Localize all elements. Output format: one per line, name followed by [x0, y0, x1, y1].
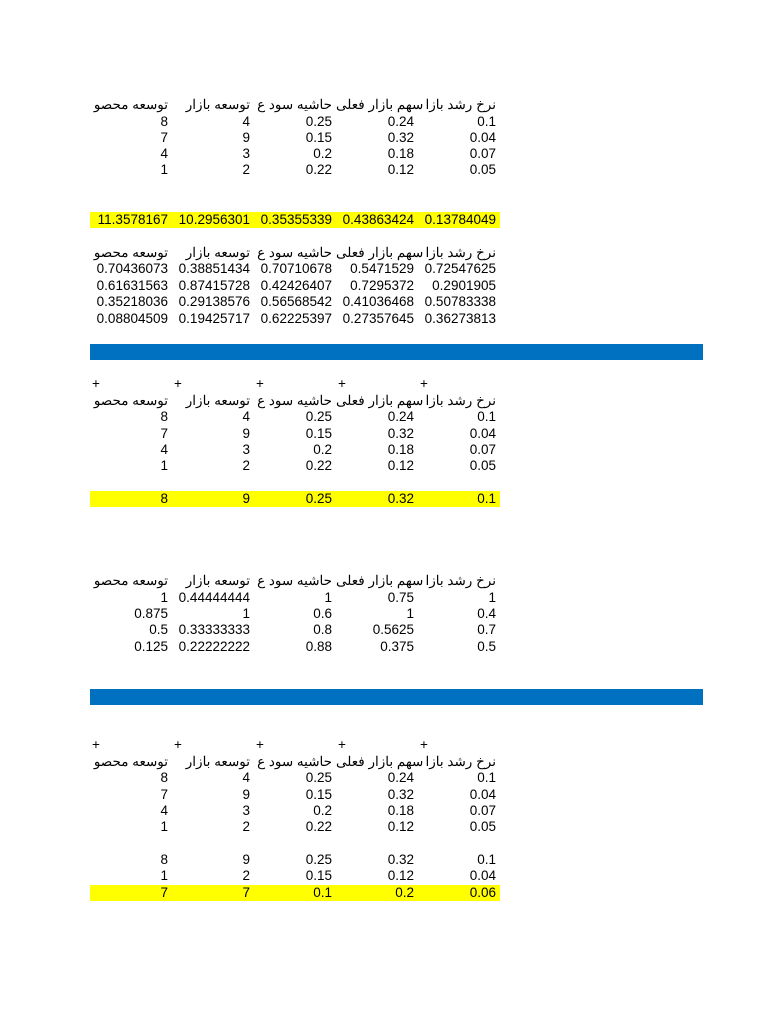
block3-signs-row — [90, 376, 500, 392]
cell: 0.27357645 — [342, 311, 414, 326]
plus-sign: + — [174, 376, 182, 391]
plus-sign: + — [420, 737, 428, 752]
cell: 0.62225397 — [260, 311, 332, 326]
block1-data-row — [90, 162, 500, 178]
cell: 0.07 — [469, 442, 496, 457]
cell: 0.4 — [477, 606, 496, 621]
cell: 9 — [242, 426, 250, 441]
block4-data-row — [90, 622, 500, 638]
block5-signs-row — [90, 737, 500, 753]
plus-sign: + — [338, 737, 346, 752]
cell: 0.32 — [387, 426, 414, 441]
cell: 0.04 — [469, 426, 496, 441]
cell: 1 — [488, 590, 496, 605]
block2-data-row — [90, 261, 500, 277]
range-cell: 0.1 — [313, 885, 332, 900]
cell: 0.2 — [313, 803, 332, 818]
cell: 0.2901905 — [432, 278, 496, 293]
cell: 0.56568542 — [260, 294, 332, 309]
max-cell: 0.1 — [477, 491, 496, 506]
cell: 0.36273813 — [424, 311, 496, 326]
plus-sign: + — [338, 376, 346, 391]
cell: 4 — [160, 146, 168, 161]
cell: 9 — [242, 130, 250, 145]
cell: 2 — [242, 458, 250, 473]
range-cell: 0.2 — [395, 885, 414, 900]
cell: 1 — [242, 606, 250, 621]
header-product-development: توسعه محصو — [93, 573, 168, 588]
cell: 0.70436073 — [96, 261, 168, 276]
range-cell: 7 — [160, 885, 168, 900]
cell: 0.125 — [134, 639, 168, 654]
cell: 0.7295372 — [350, 278, 414, 293]
cell: 0.24 — [387, 409, 414, 424]
header-market-share: سهم بازار فعلی — [336, 97, 424, 112]
block5-max-row — [90, 852, 500, 868]
cell: 0.44444444 — [178, 590, 250, 605]
header-market-growth: نرخ رشد بازا — [425, 393, 496, 408]
cell: 0.08804509 — [96, 311, 168, 326]
cell: 0.41036468 — [342, 294, 414, 309]
cell: 1 — [324, 590, 332, 605]
cell: 0.2 — [313, 146, 332, 161]
block5-data-row — [90, 770, 500, 786]
cell: 2 — [242, 162, 250, 177]
header-market-development: توسعه بازار — [185, 754, 250, 769]
cell: 0.72547625 — [424, 261, 496, 276]
cell: 1 — [160, 162, 168, 177]
plus-sign: + — [420, 376, 428, 391]
cell: 0.18 — [387, 146, 414, 161]
header-market-development: توسعه بازار — [185, 573, 250, 588]
cell: 1 — [160, 590, 168, 605]
header-market-growth: نرخ رشد بازا — [425, 97, 496, 112]
cell: 4 — [242, 770, 250, 785]
cell: 0.5 — [149, 622, 168, 637]
range-cell: 0.06 — [469, 885, 496, 900]
cell: 0.75 — [387, 590, 414, 605]
cell: 0.70710678 — [260, 261, 332, 276]
cell: 0.2 — [313, 442, 332, 457]
cell: 0.22222222 — [178, 639, 250, 654]
block5-data-row — [90, 819, 500, 835]
block5-range-row — [90, 885, 500, 901]
plus-sign: + — [92, 376, 100, 391]
block2-data-row — [90, 294, 500, 310]
norm-cell: 0.35355339 — [260, 212, 332, 227]
header-product-development: توسعه محصو — [93, 754, 168, 769]
cell: 0.15 — [305, 426, 332, 441]
cell: 0.05 — [469, 162, 496, 177]
min-cell: 1 — [160, 868, 168, 883]
cell: 7 — [160, 426, 168, 441]
header-market-development: توسعه بازار — [185, 97, 250, 112]
cell: 0.5471529 — [350, 261, 414, 276]
cell: 0.15 — [305, 787, 332, 802]
cell: 0.375 — [380, 639, 414, 654]
max-cell: 0.25 — [305, 491, 332, 506]
block2-data-row — [90, 311, 500, 327]
header-market-share: سهم بازار فعلی — [336, 393, 424, 408]
header-market-growth: نرخ رشد بازا — [425, 245, 496, 260]
norm-cell: 0.43863424 — [342, 212, 414, 227]
plus-sign: + — [92, 737, 100, 752]
block2-data-row — [90, 278, 500, 294]
cell: 4 — [160, 803, 168, 818]
block1-data-row — [90, 146, 500, 162]
min-cell: 0.12 — [387, 868, 414, 883]
block4-header-row — [90, 573, 500, 589]
min-cell: 0.15 — [305, 868, 332, 883]
block3-data-row — [90, 426, 500, 442]
cell: 0.61631563 — [96, 278, 168, 293]
cell: 0.18 — [387, 803, 414, 818]
plus-sign: + — [256, 737, 264, 752]
cell: 3 — [242, 146, 250, 161]
max-cell: 8 — [160, 491, 168, 506]
plus-sign: + — [256, 376, 264, 391]
cell: 0.6 — [313, 606, 332, 621]
cell: 0.18 — [387, 442, 414, 457]
header-market-development: توسعه بازار — [185, 393, 250, 408]
cell: 4 — [242, 114, 250, 129]
cell: 0.24 — [387, 770, 414, 785]
cell: 0.875 — [134, 606, 168, 621]
cell: 0.04 — [469, 130, 496, 145]
cell: 0.88 — [305, 639, 332, 654]
cell: 0.19425717 — [178, 311, 250, 326]
cell: 7 — [160, 787, 168, 802]
block2-header-row — [90, 245, 500, 261]
cell: 0.24 — [387, 114, 414, 129]
header-market-growth: نرخ رشد بازا — [425, 754, 496, 769]
block3-data-row — [90, 458, 500, 474]
cell: 0.1 — [477, 114, 496, 129]
cell: 0.1 — [477, 770, 496, 785]
cell: 0.32 — [387, 130, 414, 145]
norm-cell: 11.3578167 — [97, 212, 168, 227]
block1-data-row — [90, 114, 500, 130]
cell: 0.38851434 — [178, 261, 250, 276]
header-market-share: سهم بازار فعلی — [336, 573, 424, 588]
block5-min-row — [90, 868, 500, 884]
cell: 0.42426407 — [260, 278, 332, 293]
header-market-share: سهم بازار فعلی — [336, 245, 424, 260]
block1-norms-row — [90, 212, 500, 228]
cell: 0.25 — [305, 114, 332, 129]
max-cell: 0.32 — [387, 852, 414, 867]
cell: 3 — [242, 803, 250, 818]
cell: 0.22 — [305, 162, 332, 177]
section-separator — [90, 344, 703, 360]
block1-header-row — [90, 97, 500, 113]
cell: 0.22 — [305, 458, 332, 473]
block3-max-row — [90, 491, 500, 507]
cell: 0.5625 — [372, 622, 414, 637]
cell: 0.29138576 — [178, 294, 250, 309]
header-market-development: توسعه بازار — [185, 245, 250, 260]
max-cell: 0.1 — [477, 852, 496, 867]
cell: 8 — [160, 770, 168, 785]
cell: 1 — [160, 458, 168, 473]
block3-data-row — [90, 409, 500, 425]
header-profit-margin: حاشیه سود ع — [257, 245, 332, 260]
cell: 0.04 — [469, 787, 496, 802]
cell: 7 — [160, 130, 168, 145]
cell: 1 — [406, 606, 414, 621]
cell: 1 — [160, 819, 168, 834]
cell: 9 — [242, 787, 250, 802]
cell: 0.05 — [469, 819, 496, 834]
cell: 0.33333333 — [178, 622, 250, 637]
header-product-development: توسعه محصو — [93, 245, 168, 260]
block1-data-row — [90, 130, 500, 146]
cell: 3 — [242, 442, 250, 457]
cell: 0.8 — [313, 622, 332, 637]
header-product-development: توسعه محصو — [93, 393, 168, 408]
cell: 0.1 — [477, 409, 496, 424]
block5-data-row — [90, 787, 500, 803]
cell: 0.7 — [477, 622, 496, 637]
cell: 0.22 — [305, 819, 332, 834]
cell: 4 — [242, 409, 250, 424]
header-product-development: توسعه محصو — [93, 97, 168, 112]
cell: 2 — [242, 819, 250, 834]
cell: 0.25 — [305, 409, 332, 424]
max-cell: 0.25 — [305, 852, 332, 867]
cell: 0.50783338 — [424, 294, 496, 309]
cell: 0.15 — [305, 130, 332, 145]
max-cell: 9 — [242, 852, 250, 867]
min-cell: 2 — [242, 868, 250, 883]
min-cell: 0.04 — [469, 868, 496, 883]
cell: 0.07 — [469, 146, 496, 161]
cell: 0.12 — [387, 162, 414, 177]
header-profit-margin: حاشیه سود ع — [257, 393, 332, 408]
block5-data-row — [90, 803, 500, 819]
cell: 0.5 — [477, 639, 496, 654]
block3-header-row — [90, 393, 500, 409]
cell: 0.35218036 — [96, 294, 168, 309]
header-profit-margin: حاشیه سود ع — [257, 97, 332, 112]
block3-data-row — [90, 442, 500, 458]
block4-data-row — [90, 606, 500, 622]
header-market-growth: نرخ رشد بازا — [425, 573, 496, 588]
plus-sign: + — [174, 737, 182, 752]
cell: 0.07 — [469, 803, 496, 818]
cell: 0.12 — [387, 819, 414, 834]
max-cell: 9 — [242, 491, 250, 506]
cell: 0.12 — [387, 458, 414, 473]
max-cell: 8 — [160, 852, 168, 867]
cell: 0.32 — [387, 787, 414, 802]
cell: 0.05 — [469, 458, 496, 473]
header-profit-margin: حاشیه سود ع — [257, 754, 332, 769]
cell: 0.25 — [305, 770, 332, 785]
cell: 0.87415728 — [178, 278, 250, 293]
block4-data-row — [90, 639, 500, 655]
cell: 4 — [160, 442, 168, 457]
norm-cell: 0.13784049 — [424, 212, 496, 227]
max-cell: 0.32 — [387, 491, 414, 506]
section-separator — [90, 689, 703, 705]
cell: 8 — [160, 409, 168, 424]
cell: 8 — [160, 114, 168, 129]
block4-data-row — [90, 590, 500, 606]
norm-cell: 10.2956301 — [178, 212, 250, 227]
block5-header-row — [90, 754, 500, 770]
header-market-share: سهم بازار فعلی — [336, 754, 424, 769]
range-cell: 7 — [242, 885, 250, 900]
header-profit-margin: حاشیه سود ع — [257, 573, 332, 588]
